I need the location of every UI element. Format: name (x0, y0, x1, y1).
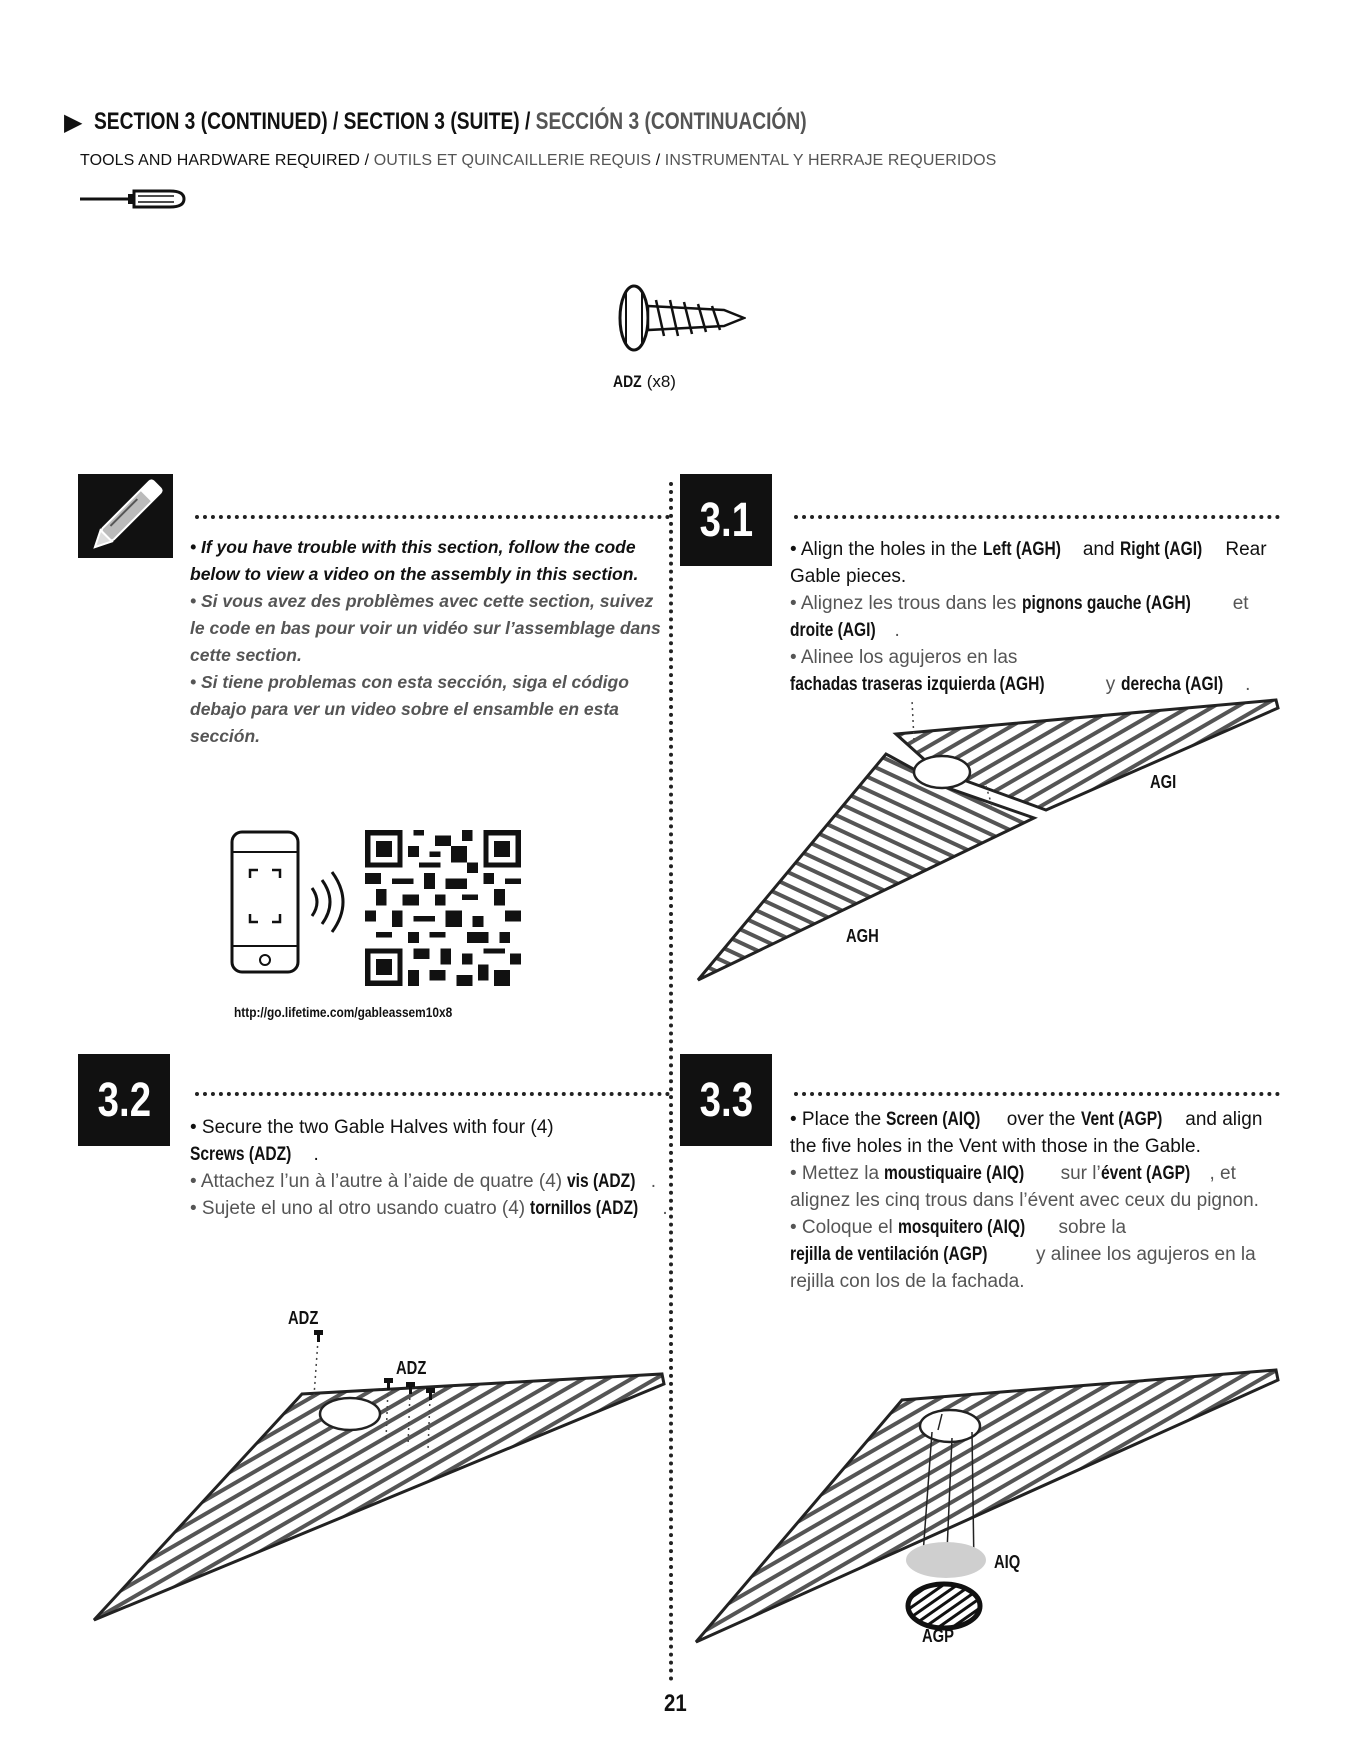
video-note-fr: • Si vous avez des problèmes avec cette section, suivez le code en bas pour voir un vidéo sur l’assemblage dans cette section. (190, 591, 661, 665)
pen-note-badge (78, 474, 173, 558)
step-3-1-es: • Alinee los agujeros en las fachadas traseras izquierda (AGH) y derecha (AGI) . (790, 647, 1251, 695)
section-title-fr: SECTION 3 (SUITE) (344, 108, 521, 135)
part-label-agh: AGH (846, 926, 879, 946)
tools-es: INSTRUMENTAL Y HERRAJE REQUERIDOS (664, 152, 997, 169)
play-triangle-icon: ▶ (64, 108, 83, 136)
dotted-rule (794, 1092, 1280, 1096)
part-label-agp: AGP (922, 1626, 954, 1646)
part-label-aiq: AIQ (994, 1552, 1021, 1572)
dotted-rule (195, 515, 670, 519)
step-3-1-fr: • Alignez les trous dans les pignons gauche (AGH) et droite (AGI) . (790, 593, 1249, 641)
step-3-3-en: • Place the Screen (AIQ) over the Vent (AGP) and align the five holes in the Vent with those in the Gable. (790, 1109, 1263, 1157)
tools-required-line: TOOLS AND HARDWARE REQUIRED / OUTILS ET QUINCAILLERIE REQUIS / INSTRUMENTAL Y HERRAJE REQUERIDOS (80, 152, 997, 169)
step-3-1-text (790, 536, 1285, 698)
gable-halves-illustration (686, 690, 1286, 990)
tools-fr: OUTILS ET QUINCAILLERIE REQUIS (373, 152, 652, 169)
video-note-text (190, 534, 668, 750)
screwdriver-icon (78, 186, 188, 212)
step-badge-3-1: 3.1 (680, 474, 772, 566)
step-3-3-es: • Coloque el mosquitero (AIQ) sobre la rejilla de ventilación (AGP) y alinee los agujeros en la rejilla con los de la fachada. (790, 1217, 1256, 1292)
step-3-2-en: • Secure the two Gable Halves with four (4) Screws (ADZ) . (190, 1117, 554, 1165)
qr-code (365, 830, 521, 986)
step-3-2-fr: • Attachez l’un à l’autre à l’aide de quatre (4) vis (ADZ) . (190, 1171, 657, 1192)
part-label-agi: AGI (1150, 772, 1177, 792)
dotted-rule (794, 515, 1280, 519)
hardware-qty: (x8) (646, 372, 676, 391)
video-note-es: • Si tiene problemas con esta sección, siga el código debajo para ver un video sobre el ensamble en esta sección. (190, 672, 629, 746)
dotted-rule (195, 1092, 670, 1096)
part-label-adz-b: ADZ (396, 1358, 427, 1378)
step-3-2-es: • Sujete el uno al otro usando cuatro (4) tornillos (ADZ) . (190, 1198, 668, 1219)
step-badge-3-3: 3.3 (680, 1054, 772, 1146)
pen-icon (78, 474, 173, 558)
video-note-en: • If you have trouble with this section, follow the code below to view a video on the assembly in this section. (190, 537, 639, 584)
video-url[interactable]: http://go.lifetime.com/gableassem10x8 (234, 1004, 453, 1020)
section-title-es: SECCIÓN 3 (CONTINUACIÓN) (536, 108, 808, 135)
step-3-3-text (790, 1106, 1285, 1295)
section-title-en: SECTION 3 (CONTINUED) (94, 108, 329, 135)
part-label-adz-a: ADZ (288, 1308, 319, 1328)
page-number: 21 (664, 1690, 687, 1717)
gable-vent-illustration (690, 1360, 1282, 1660)
screw-icon (612, 282, 746, 354)
step-3-3-fr: • Mettez la moustiquaire (AIQ) sur l’évent (AGP) , et alignez les cinq trous dans l’évent avec ceux du pignon. (790, 1163, 1259, 1211)
step-badge-3-2: 3.2 (78, 1054, 170, 1146)
section-heading: ▶ SECTION 3 (CONTINUED) / SECTION 3 (SUITE) / SECCIÓN 3 (CONTINUACIÓN) (64, 108, 808, 136)
hardware-label (613, 372, 676, 392)
center-divider (669, 482, 673, 1682)
step-3-2-text (190, 1114, 668, 1222)
phone-icon (228, 828, 358, 978)
step-3-1-en: • Align the holes in the Left (AGH) and Right (AGI) Rear Gable pieces. (790, 539, 1267, 587)
tools-en: TOOLS AND HARDWARE REQUIRED (80, 152, 361, 169)
hardware-code: ADZ (613, 372, 642, 391)
gable-screws-illustration (88, 1330, 668, 1630)
